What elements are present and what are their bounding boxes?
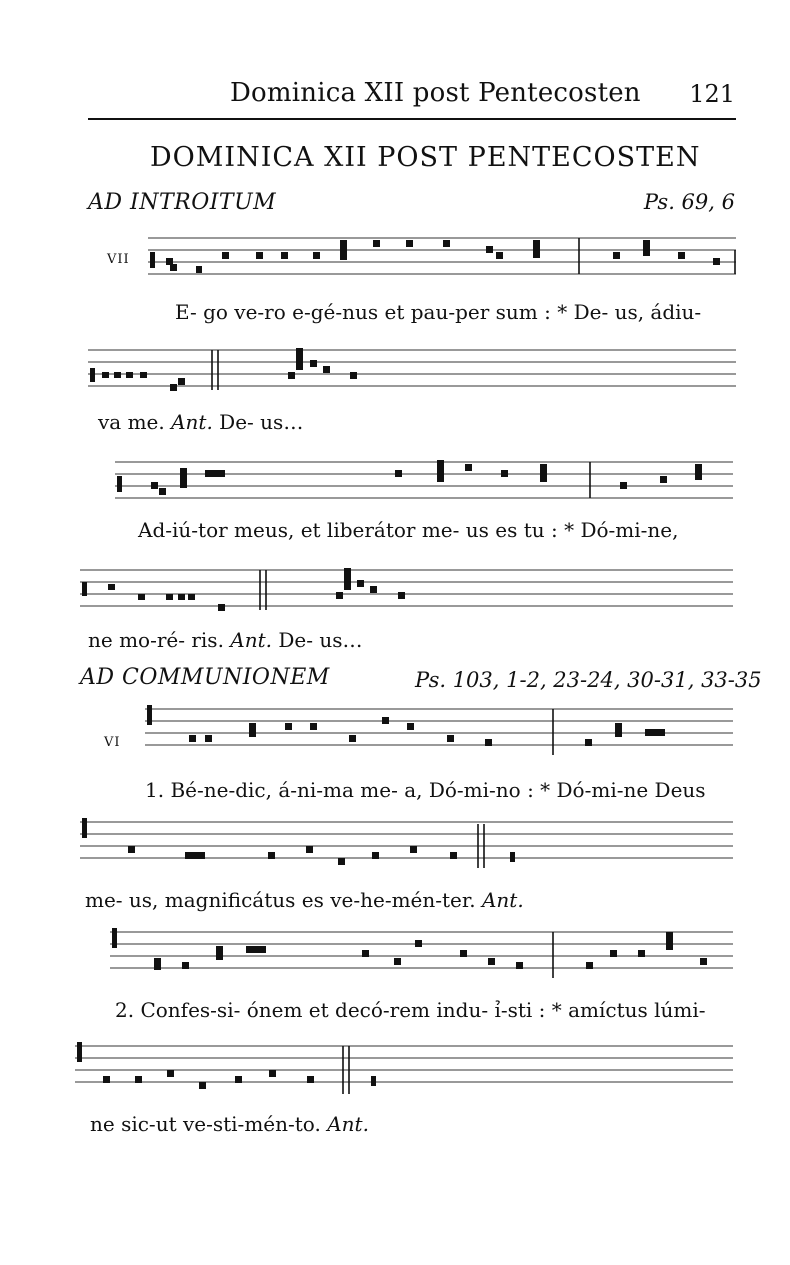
lyric-line-7: 2. Confes-si- ónem et decó-rem indu- ỉ-sti : * amíctus lúmi- [115,998,706,1022]
lyric-line-4: ne mo-ré- ris. Ant. De- us… [88,628,363,652]
chant-staff-8 [75,1042,735,1098]
section-heading-introit: AD INTROITUM [88,190,277,215]
psalm-reference-communion: Ps. 103, 1-2, 23-24, 30-31, 33-35 [415,668,762,692]
lyric-line-6: me- us, magnificátus es ve-he-mén-ter. Ant. [85,888,524,912]
chant-staff-2 [88,348,738,398]
chant-staff-3 [115,460,735,510]
chant-staff-1 [148,236,738,286]
lyric-line-8: ne sic-ut ve-sti-mén-to. Ant. [90,1112,369,1136]
lyric-line-5: 1. Bé-ne-dic, á-ni-ma me- a, Dó-mi-no : * Dó-mi-ne Deus [145,778,706,802]
psalm-reference-introit: Ps. 69, 6 [643,190,735,214]
page-number: 121 [689,80,735,108]
page-title: DOMINICA XII POST PENTECOSTEN [150,142,701,173]
chant-staff-5 [145,705,735,757]
chant-staff-6 [80,818,735,870]
lyric-line-1: E- go ve-ro e-gé-nus et pau-per sum : * De- us, ádiu- [175,300,702,324]
section-heading-communion: AD COMMUNIONEM [80,665,330,690]
mode-number-introit: VII [107,252,130,267]
chant-staff-7 [110,928,735,980]
lyric-line-3: Ad-iú-tor meus, et liberátor me- us es tu : * Dó-mi-ne, [138,518,679,542]
running-header-title: Dominica XII post Pentecosten [230,78,641,108]
chant-staff-4 [80,568,735,618]
mode-number-communion: VI [104,735,121,750]
lyric-line-2: va me. Ant. De- us… [98,410,304,434]
header-rule [88,118,736,120]
